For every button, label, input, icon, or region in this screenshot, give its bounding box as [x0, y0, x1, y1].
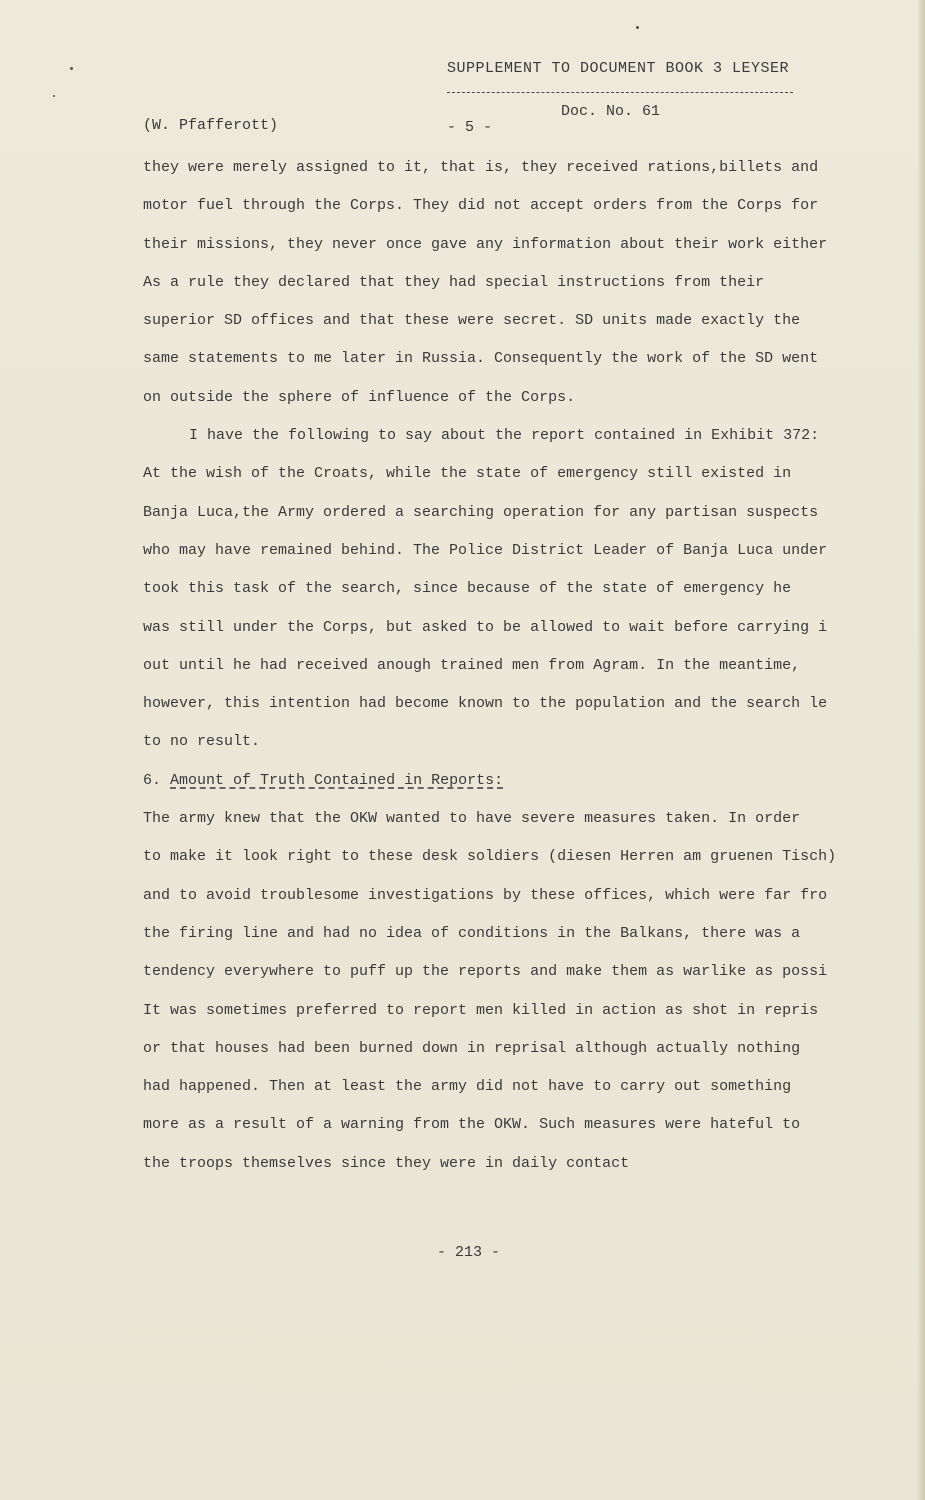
text-line: It was sometimes preferred to report men killed in action as shot in repris [143, 1001, 819, 1019]
text-line: they were merely assigned to it, that is, they received rations,billets and [143, 159, 819, 176]
text-line: The army knew that the OKW wanted to have severe measures taken. In order [143, 810, 801, 828]
text-line: took this task of the search, since because of the state of emergency he [143, 580, 792, 598]
ink-speck [53, 95, 55, 97]
text-line: superior SD offices and that these were secret. SD units made exactly the [143, 312, 801, 330]
witness-name: (W. Pfafferott) [143, 117, 279, 134]
text-line: out until he had received anough trained men from Agram. In the meantime, [143, 656, 801, 674]
section-heading [143, 768, 883, 806]
text-line: their missions, they never once gave any information about their work either [143, 235, 828, 253]
text-line: was still under the Corps, but asked to be allowed to wait before carrying i [143, 618, 828, 636]
ink-speck [636, 26, 639, 29]
text-line: Banja Luca,the Army ordered a searching operation for any partisan suspects [143, 503, 819, 521]
text-line: the troops themselves since they were in daily contact [143, 1154, 630, 1172]
document-number: Doc. No. 61 [561, 103, 661, 120]
text-line: At the wish of the Croats, while the state of emergency still existed in [143, 465, 792, 483]
ink-speck [70, 67, 73, 70]
text-line: on outside the sphere of influence of the Corps. [143, 388, 576, 406]
page-number: - 213 - [437, 1244, 501, 1261]
text-line: to no result. [143, 733, 261, 751]
text-line: As a rule they declared that they had special instructions from their [143, 273, 765, 291]
header-title: SUPPLEMENT TO DOCUMENT BOOK 3 LEYSER [447, 60, 790, 77]
header-rule [447, 92, 793, 93]
text-line: I have the following to say about the report contained in Exhibit 372: [189, 427, 820, 445]
page-marker: - 5 - [447, 119, 493, 136]
page-edge-shadow [917, 0, 925, 1500]
text-line: to make it look right to these desk soldiers (diesen Herren am gruenen Tisch) [143, 848, 837, 866]
text-line: the firing line and had no idea of conditions in the Balkans, there was a [143, 924, 801, 942]
text-line: same statements to me later in Russia. Consequently the work of the SD went [143, 350, 819, 368]
text-line: or that houses had been burned down in reprisal although actually nothing [143, 1039, 801, 1057]
section-number: 6. [143, 771, 162, 789]
text-line: who may have remained behind. The Police District Leader of Banja Luca under [143, 541, 828, 559]
text-line: more as a result of a warning from the OKW. Such measures were hateful to [143, 1116, 801, 1134]
text-line: motor fuel through the Corps. They did not accept orders from the Corps for [143, 197, 819, 215]
text-line: tendency everywhere to puff up the reports and make them as warlike as possi [143, 963, 828, 981]
text-line: and to avoid troublesome investigations by these offices, which were far fro [143, 886, 828, 904]
body-text [143, 155, 883, 1189]
section-heading-text: Amount of Truth Contained in Reports: [170, 771, 504, 789]
text-line: had happened. Then at least the army did not have to carry out something [143, 1078, 792, 1096]
text-line: however, this intention had become known to the population and the search le [143, 695, 828, 713]
